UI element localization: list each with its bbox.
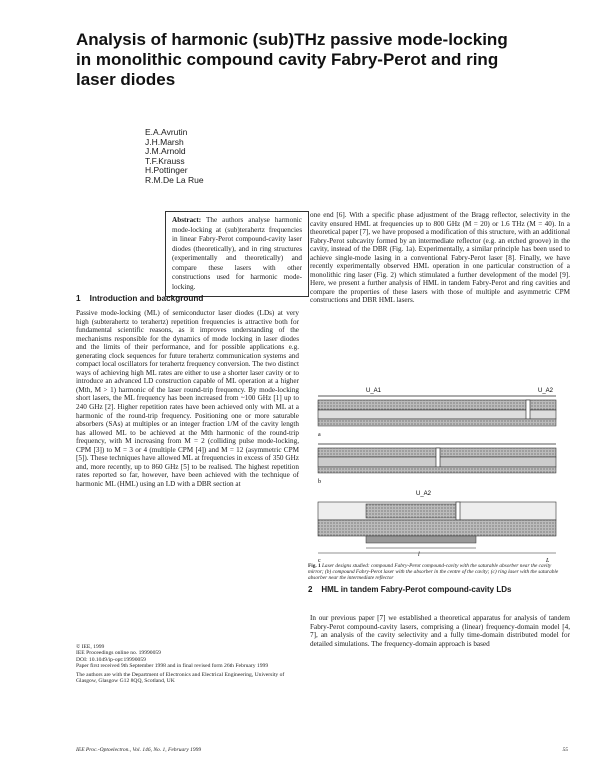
doi-note: DOI: 10.1049/ip-opt:19990059 xyxy=(76,656,146,663)
proceedings-note: IEE Proceedings online no. 19990059 xyxy=(76,650,161,657)
author: J.H.Marsh xyxy=(145,136,184,147)
author: T.F.Krauss xyxy=(145,155,185,166)
paper-title xyxy=(76,30,576,90)
author-list xyxy=(145,128,204,186)
author: J.M.Arnold xyxy=(145,146,186,157)
section-title: HML in tandem Fabry-Perot compound-cavity LDs xyxy=(321,585,512,594)
title-line: laser diodes xyxy=(76,70,176,89)
title-line: in monolithic compound cavity Fabry-Perot and ring xyxy=(76,50,499,69)
figure-label-c: c xyxy=(318,558,321,564)
figure-label-ua1: U_A1 xyxy=(366,388,382,394)
section-title: Introduction and background xyxy=(89,294,204,303)
journal-citation: IEE Proc.-Optoelectron., Vol. 146, No. 1, February 1999 xyxy=(76,747,202,753)
caption-label: Fig. 1 xyxy=(308,563,321,569)
figure-label-b: b xyxy=(318,479,321,485)
figure-label-ua2: U_A2 xyxy=(538,388,554,394)
figure-panel-b xyxy=(318,444,556,485)
author: H.Pottinger xyxy=(145,165,188,176)
section-2-body: In our previous paper [7] we established a theoretical apparatus for analysis of tandem Fabry-Perot compound-cavity lasers, comprising a (linear) frequency-domain model [4, 7], an analysis of the cavity selectivity and a fully time-domain distributed model for detailed simulations. The frequency-domain approach is based xyxy=(310,614,570,648)
affiliation-note: The authors are with the Department of Electronics and Electrical Engineering, University of Glasgow, Glasgow G12 8QQ, Scotland, UK xyxy=(76,671,285,685)
figure-label-L: L xyxy=(546,558,550,564)
abstract-label: Abstract: xyxy=(172,216,202,224)
section-2-heading xyxy=(308,585,570,595)
figure-caption xyxy=(308,563,566,582)
section-number: 2 xyxy=(308,585,313,594)
figure-label-ua2-c: U_A2 xyxy=(416,491,432,497)
footnotes xyxy=(76,644,299,684)
copyright-note: © IEE, 1999 xyxy=(76,644,105,650)
received-note: Paper first received 9th September 1998 and in final revised form 26th February 1999 xyxy=(76,663,269,670)
column-2-body: one end [6]. With a specific phase adjustment of the Bragg reflector, selectivity in the cavity ensured HML at frequencies up to 800 GHz (M = 20) or 1.6 THz (M = 40). In a theoretical paper [7], we have proposed a modification of this structure, with an additional Fabry-Perot subcavity formed by an intermediate reflector (e.g. an etched groove) in the cavity, instead of the DBR (Fig. 1a). Experimentally, a similar principle has been used to achieve single-mode lasing in a conventional Fabry-Perot laser [8]. Finally, we have recently experimentally observed HML operation in one particular construction of a monolithic ring laser (Fig. 2) which stimulated a further development of the model [9]. Here, we present a further analysis of HML in tandem Fabry-Perot and ring cavities and compare the properties of these lasers with those of multiple and asymmetric CPM constructions and DBR HML lasers. xyxy=(310,211,570,305)
figure-label-l: l xyxy=(418,552,420,558)
figure-panel-a xyxy=(318,388,556,438)
section-number: 1 xyxy=(76,294,81,303)
page-footer xyxy=(76,747,568,753)
author: E.A.Avrutin xyxy=(145,127,188,137)
caption-text: Laser designs studied: compound Fabry-Perot compound-cavity with the saturable absorber near the cavity mirror; (b) compound Fabry-Perot laser with the absorber in the centre of the cavity; (c) ring laser with the saturable absorber near the intermediate reflector xyxy=(308,563,559,582)
author: R.M.De La Rue xyxy=(145,174,204,185)
abstract-box xyxy=(165,211,309,297)
section-1-heading xyxy=(76,294,203,303)
abstract-text: The authors analyse harmonic mode-locking at (sub)terahertz frequencies in linear Fabry-Perot compound-cavity laser diodes (theoretically), and in ring structures (experimentally and theoretically) and compare these lasers with other constructions used for harmonic mode-locking. xyxy=(172,216,302,291)
title-line: Analysis of harmonic (sub)THz passive mode-locking xyxy=(76,30,508,49)
figure-1 xyxy=(306,378,570,564)
figure-panel-c xyxy=(318,491,556,564)
section-1-body: Passive mode-locking (ML) of semiconductor laser diodes (LDs) at very high (subterahertz to terahertz) repetition frequencies is attractive both for fundamental scientific reasons, as it improves understanding of the mechanisms responsible for the dynamics of mode locking in laser diodes and the limits of their performance, and for possible applications e.g. generating clock sequences for future terahertz communication systems and compact local oscillators for terahertz frequency conversion. The two distinct ways of achieving high ML rates are either to use a shorter laser cavity or to introduce an advanced LD construction capable of ML operation at a higher (Mth, M > 1) harmonic of the laser round-trip frequency. By mode-locking short lasers, the ML frequency has been increased from ~100 GHz [1] up to 240 GHz [2]. Higher repetition rates have been achieved only with ML at a harmonic of the round-trip frequency. Positioning one or more saturable absorbers (SAs) at multiples or an integer fraction 1/M of the cavity length has allowed ML to be achieved at the Mth harmonic of the round-trip frequency, with M increasing from M = 2 (colliding pulse mode-locking, CPM [3]) to M = 3 or 4 (multiple CPM [4]) and M = 12 (asymmetric CPM [5]). These techniques have allowed ML at frequencies in excess of 350 GHz and, more recently, up to 860 GHz [5] to be realised. The highest repetition rates reported so far, however, have been achieved with the technique of harmonic ML (HML) using an LD with a DBR section at xyxy=(76,309,299,488)
figure-label-a: a xyxy=(318,432,321,438)
page-number: 55 xyxy=(562,747,568,753)
